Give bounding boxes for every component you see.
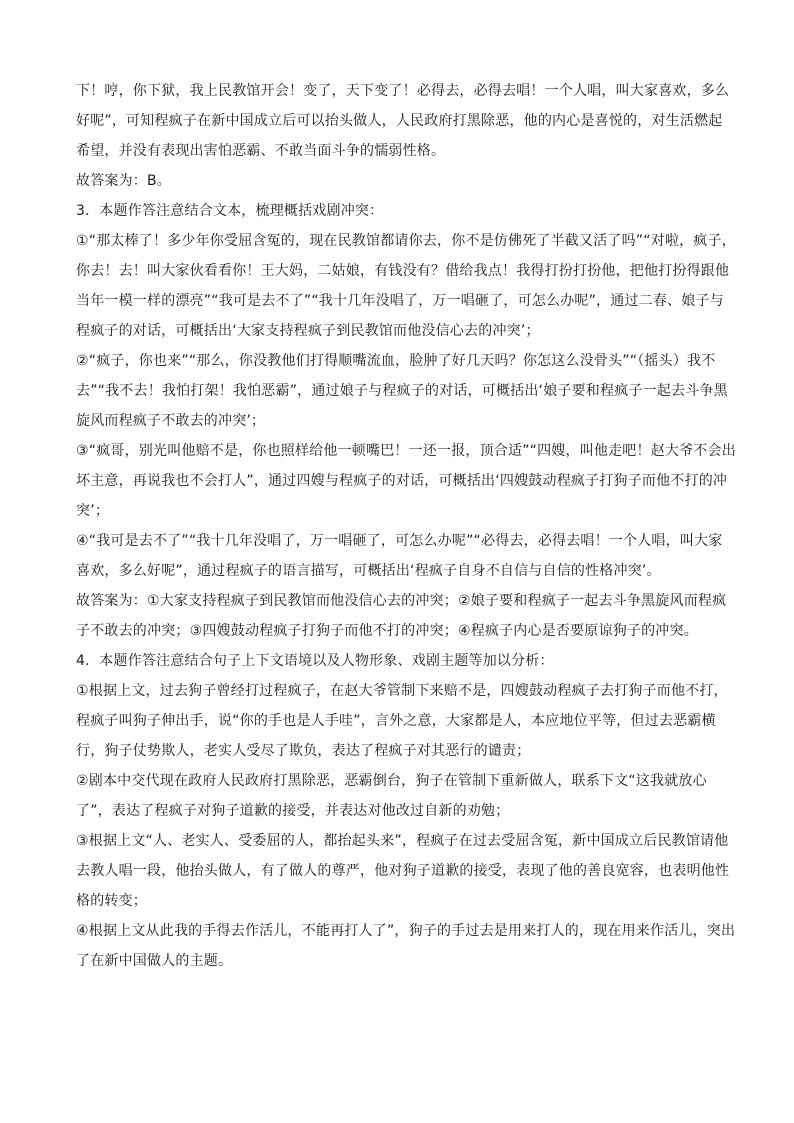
question-3-heading: 3．本题作答注意结合文本，梳理概括戏剧冲突： [76, 203, 384, 219]
analysis-item-1: ①根据上文，过去狗子曾经打过程疯子，在赵大爷管制下来赔不是，四嫂鼓动程疯子去打狗子而他不打，程疯子叫狗子伸出手，说“你的手也是人手哇”，言外之意，大家都是人，本应地位平等，但过去恶霸横行，狗子仗势欺人，老实人受尽了欺负，表达了程疯子对其恶行的谴责； [76, 683, 728, 759]
analysis-item-4: ④根据上文从此我的手得去作活儿，不能再打人了”，狗子的手过去是用来打人的，现在用来作活儿，突出了在新中国做人的主题。 [76, 923, 736, 969]
answer-line: 故答案为：B。 [76, 173, 172, 189]
analysis-item-3: ③根据上文“人、老实人、受委屈的人，都抬起头来”，程疯子在过去受屈含冤，新中国成立后民教馆请他去教人唱一段，他抬头做人，有了做人的尊严，他对狗子道歉的接受，表现了他的善良宽容，也表明他性格的转变； [76, 833, 730, 909]
conflict-item-4: ④“我可是去不了”“我十几年没唱了，万一唱砸了，可怎么办呢”“必得去，必得去唱！一个人唱，叫大家喜欢，多么好呢”，通过程疯子的语言描写，可概括出‘程疯子自身不自信与自信的性格冲突’。 [76, 533, 723, 579]
document-page [76, 76, 736, 976]
answer-summary: 故答案为：①大家支持程疯子到民教馆而他没信心去的冲突；②娘子要和程疯子一起去斗争黑旋风而程疯子不敢去的冲突；③四嫂鼓动程疯子打狗子而他不打的冲突；④程疯子内心是否要原谅狗子的冲突。 [76, 593, 727, 639]
analysis-item-2: ②剧本中交代现在政府人民政府打黑除恶，恶霸倒台，狗子在管制下重新做人，联系下文“这我就放心了”，表达了程疯子对狗子道歉的接受，并表达对他改过自新的劝勉； [76, 773, 707, 819]
paragraph-continuation: 下！哼，你下狱，我上民教馆开会！变了，天下变了！必得去，必得去唱！一个人唱，叫大家喜欢，多么好呢”，可知程疯子在新中国成立后可以抬头做人，人民政府打黑除恶，他的内心是喜悦的，对生活燃起希望，并没有表现出害怕恶霸、不敢当面斗争的懦弱性格。 [76, 83, 730, 159]
conflict-item-2: ②“疯子，你也来”“那么，你没教他们打得顺嘴流血，脸肿了好几天吗？你怎这么没骨头”“（摇头）我不去”“我不去！我怕打架！我怕恶霸”，通过娘子与程疯子的对话，可概括出‘娘子要和程疯子一起去斗争黑旋风而程疯子不敢去的冲突’； [76, 353, 728, 429]
conflict-item-1: ①“那太棒了！多少年你受屈含冤的，现在民教馆都请你去，你不是仿佛死了半截又活了吗”“对啦，疯子，你去！去！叫大家伙看看你！王大妈，二姑娘，有钱没有？借给我点！我得打扮打扮他，把他打扮得跟他当年一模一样的漂亮”“我可是去不了”“我十几年没唱了，万一唱砸了，可怎么办呢”，通过二春、娘子与程疯子的对话，可概括出‘大家支持程疯子到民教馆而他没信心去的冲突’； [76, 233, 736, 339]
conflict-item-3: ③“疯哥，别光叫他赔不是，你也照样给他一顿嘴巴！一还一报，顶合适”“四嫂，叫他走吧！赵大爷不会出坏主意，再说我也不会打人”，通过四嫂与程疯子的对话，可概括出‘四嫂鼓动程疯子打狗子而他不打的冲突’； [76, 443, 736, 519]
question-4-heading: 4．本题作答注意结合句子上下文语境以及人物形象、戏剧主题等加以分析： [76, 653, 554, 669]
